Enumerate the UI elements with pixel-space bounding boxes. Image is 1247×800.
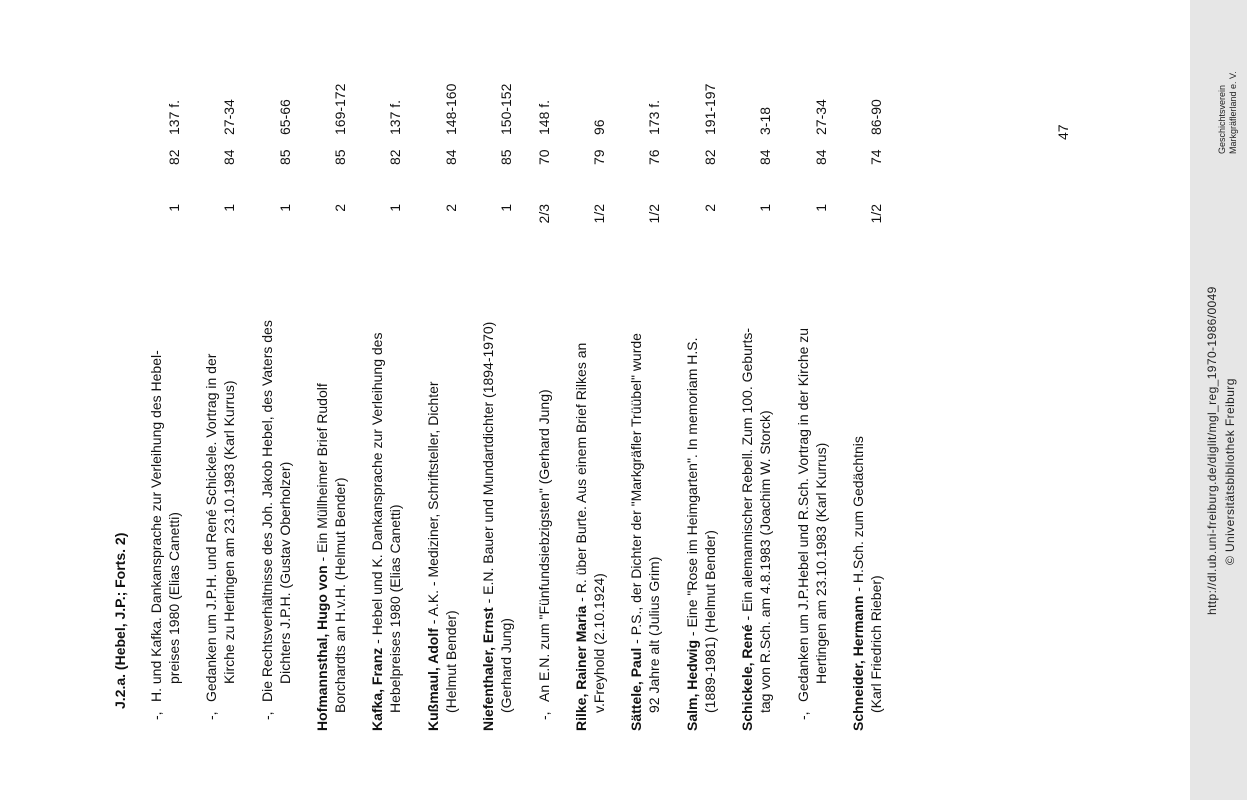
ditto-dash: -, — [203, 711, 219, 720]
issue-number: 1/2 — [591, 204, 607, 224]
issue-number: 1 — [166, 204, 182, 212]
entry-name: Niefenthaler, Ernst — [480, 607, 496, 731]
volume-year: 79 — [591, 149, 607, 165]
volume-year: 82 — [702, 149, 718, 165]
entry-continuation: (Gerhard Jung) — [498, 618, 514, 713]
page-number: 47 — [1055, 124, 1071, 140]
entry-title: - E.N. Bauer und Mundartdichter (1894-1970) — [480, 321, 496, 608]
entry-text — [202, 262, 238, 702]
entry-text — [627, 262, 663, 731]
ditto-dash: -, — [148, 711, 164, 720]
issue-number: 1/2 — [646, 204, 662, 224]
page-range: 27-34 — [813, 99, 829, 135]
entry-text — [147, 262, 183, 702]
page-range: 150-152 — [498, 83, 514, 135]
entry-continuation: Borchardts an H.v.H. (Helmut Bender) — [332, 477, 348, 713]
library-copyright: © Universitätsbibliothek Freiburg — [1223, 378, 1237, 565]
entry-title: H. und Kafka. Dankansprache zur Verleihung des Hebel- — [148, 350, 164, 702]
volume-year: 82 — [387, 149, 403, 165]
entry-name: Rilke, Rainer Maria — [573, 605, 589, 731]
entry-text — [258, 262, 294, 702]
ditto-dash: -, — [536, 711, 552, 720]
issue-number: 2 — [702, 204, 718, 212]
entry-continuation: Hertingen am 23.10.1983 (Karl Kurrus) — [813, 442, 829, 684]
volume-year: 84 — [443, 149, 459, 165]
volume-year: 76 — [646, 149, 662, 165]
entry-text — [368, 262, 404, 731]
entry-name: Hofmannsthal, Hugo von — [314, 565, 330, 731]
entry-text — [424, 262, 460, 731]
entry-text — [849, 262, 885, 731]
entry-continuation: (Helmut Bender) — [443, 610, 459, 713]
page-range: 86-90 — [868, 99, 884, 135]
issue-number: 1 — [498, 204, 514, 212]
issue-number: 2/3 — [536, 204, 552, 224]
page-range: 148-160 — [443, 83, 459, 135]
entry-continuation: Hebelpreises 1980 (Elias Canetti) — [387, 504, 403, 713]
entry-continuation: (Karl Friedrich Rieber) — [868, 575, 884, 713]
entry-title: An E.N. zum "Fünfundsiebzigsten" (Gerhard Jung) — [536, 389, 552, 702]
entry-continuation: (1889-1981) (Helmut Bender) — [702, 530, 718, 713]
entry-text — [738, 262, 774, 731]
volume-year: 84 — [813, 149, 829, 165]
entry-name: Salm, Hedwig — [684, 639, 700, 731]
volume-year: 85 — [498, 149, 514, 165]
society-name-line2: Markgräflerland e. V. — [1228, 71, 1238, 154]
entry-continuation: tag von R.Sch. am 4.8.1983 (Joachim W. Storck) — [757, 410, 773, 713]
entry-continuation: v.Freyhold (2.10.1924) — [591, 573, 607, 713]
entry-text — [794, 262, 830, 702]
entry-title: - Ein Müllheimer Brief Rudolf — [314, 383, 330, 566]
entry-title: - Hebel und K. Dankansprache zur Verleihung des — [369, 332, 385, 648]
page-range: 173 f. — [646, 99, 662, 135]
page-range: 96 — [591, 119, 607, 135]
entry-title: - A.K. - Mediziner, Schriftsteller, Dichter — [425, 381, 441, 629]
volume-year: 82 — [166, 149, 182, 165]
entry-title: - R. über Burte. Aus einem Brief Rilkes an — [573, 342, 589, 606]
issue-number: 1/2 — [868, 204, 884, 224]
entry-title: Gedanken um J.P.H. und René Schickele. Vortrag in der — [203, 353, 219, 702]
entry-title: - P.S., der Dichter der "Markgräfler Trüübel" wurde — [628, 333, 644, 648]
page-range: 137 f. — [166, 99, 182, 135]
issue-number: 2 — [332, 204, 348, 212]
page-range: 169-172 — [332, 83, 348, 135]
entry-name: Sättele, Paul — [628, 647, 644, 731]
society-name-line1: Geschichtsverein — [1217, 84, 1227, 154]
entry-text — [683, 262, 719, 731]
volume-year: 84 — [221, 149, 237, 165]
volume-year: 74 — [868, 149, 884, 165]
issue-number: 1 — [813, 204, 829, 212]
side-band-text — [1190, 0, 1247, 800]
entry-title: - H.Sch. zum Gedächtnis — [850, 436, 866, 596]
entry-title: - Ein alemannischer Rebell. Zum 100. Geburts- — [739, 327, 755, 625]
source-url-link[interactable]: http://dl.ub.uni-freiburg.de/diglit/mgl_reg_1970-1986/0049 — [1205, 286, 1219, 615]
entry-text — [535, 262, 553, 702]
issue-number: 1 — [757, 204, 773, 212]
entry-title: Gedanken um J.P.Hebel und R.Sch. Vortrag in der Kirche zu — [795, 327, 811, 702]
page-range: 27-34 — [221, 99, 237, 135]
entry-name: Schickele, René — [739, 624, 755, 731]
issue-number: 1 — [387, 204, 403, 212]
section-heading: J.2.a. (Hebel, J.P.; Forts. 2) — [112, 532, 128, 709]
volume-year: 85 — [332, 149, 348, 165]
page-range: 137 f. — [387, 99, 403, 135]
entry-name: Kußmaul, Adolf — [425, 628, 441, 731]
issue-number: 2 — [443, 204, 459, 212]
page-range: 191-197 — [702, 83, 718, 135]
entry-continuation: Kirche zu Hertingen am 23.10.1983 (Karl Kurrus) — [221, 380, 237, 684]
entry-text — [572, 262, 608, 731]
page-range: 65-66 — [277, 99, 293, 135]
entry-continuation: Dichters J.P.H. (Gustav Oberholzer) — [277, 461, 293, 684]
entry-name: Kafka, Franz — [369, 647, 385, 731]
issue-number: 1 — [277, 204, 293, 212]
entry-title: - Eine "Rose im Heimgarten". In memoriam H.S. — [684, 337, 700, 640]
page-range: 148 f. — [536, 99, 552, 135]
entry-continuation: preises 1980 (Elias Canetti) — [166, 512, 182, 684]
entry-text — [479, 262, 515, 731]
entry-text — [313, 262, 349, 731]
entry-name: Schneider, Hermann — [850, 595, 866, 731]
entry-continuation: 92 Jahre alt (Julius Grim) — [646, 556, 662, 713]
page-range: 3-18 — [757, 106, 773, 135]
entry-title: Die Rechtsverhältnisse des Joh. Jakob Hebel, des Vaters des — [259, 320, 275, 702]
volume-year: 84 — [757, 149, 773, 165]
ditto-dash: -, — [795, 711, 811, 720]
volume-year: 85 — [277, 149, 293, 165]
ditto-dash: -, — [259, 711, 275, 720]
issue-number: 1 — [221, 204, 237, 212]
volume-year: 70 — [536, 149, 552, 165]
